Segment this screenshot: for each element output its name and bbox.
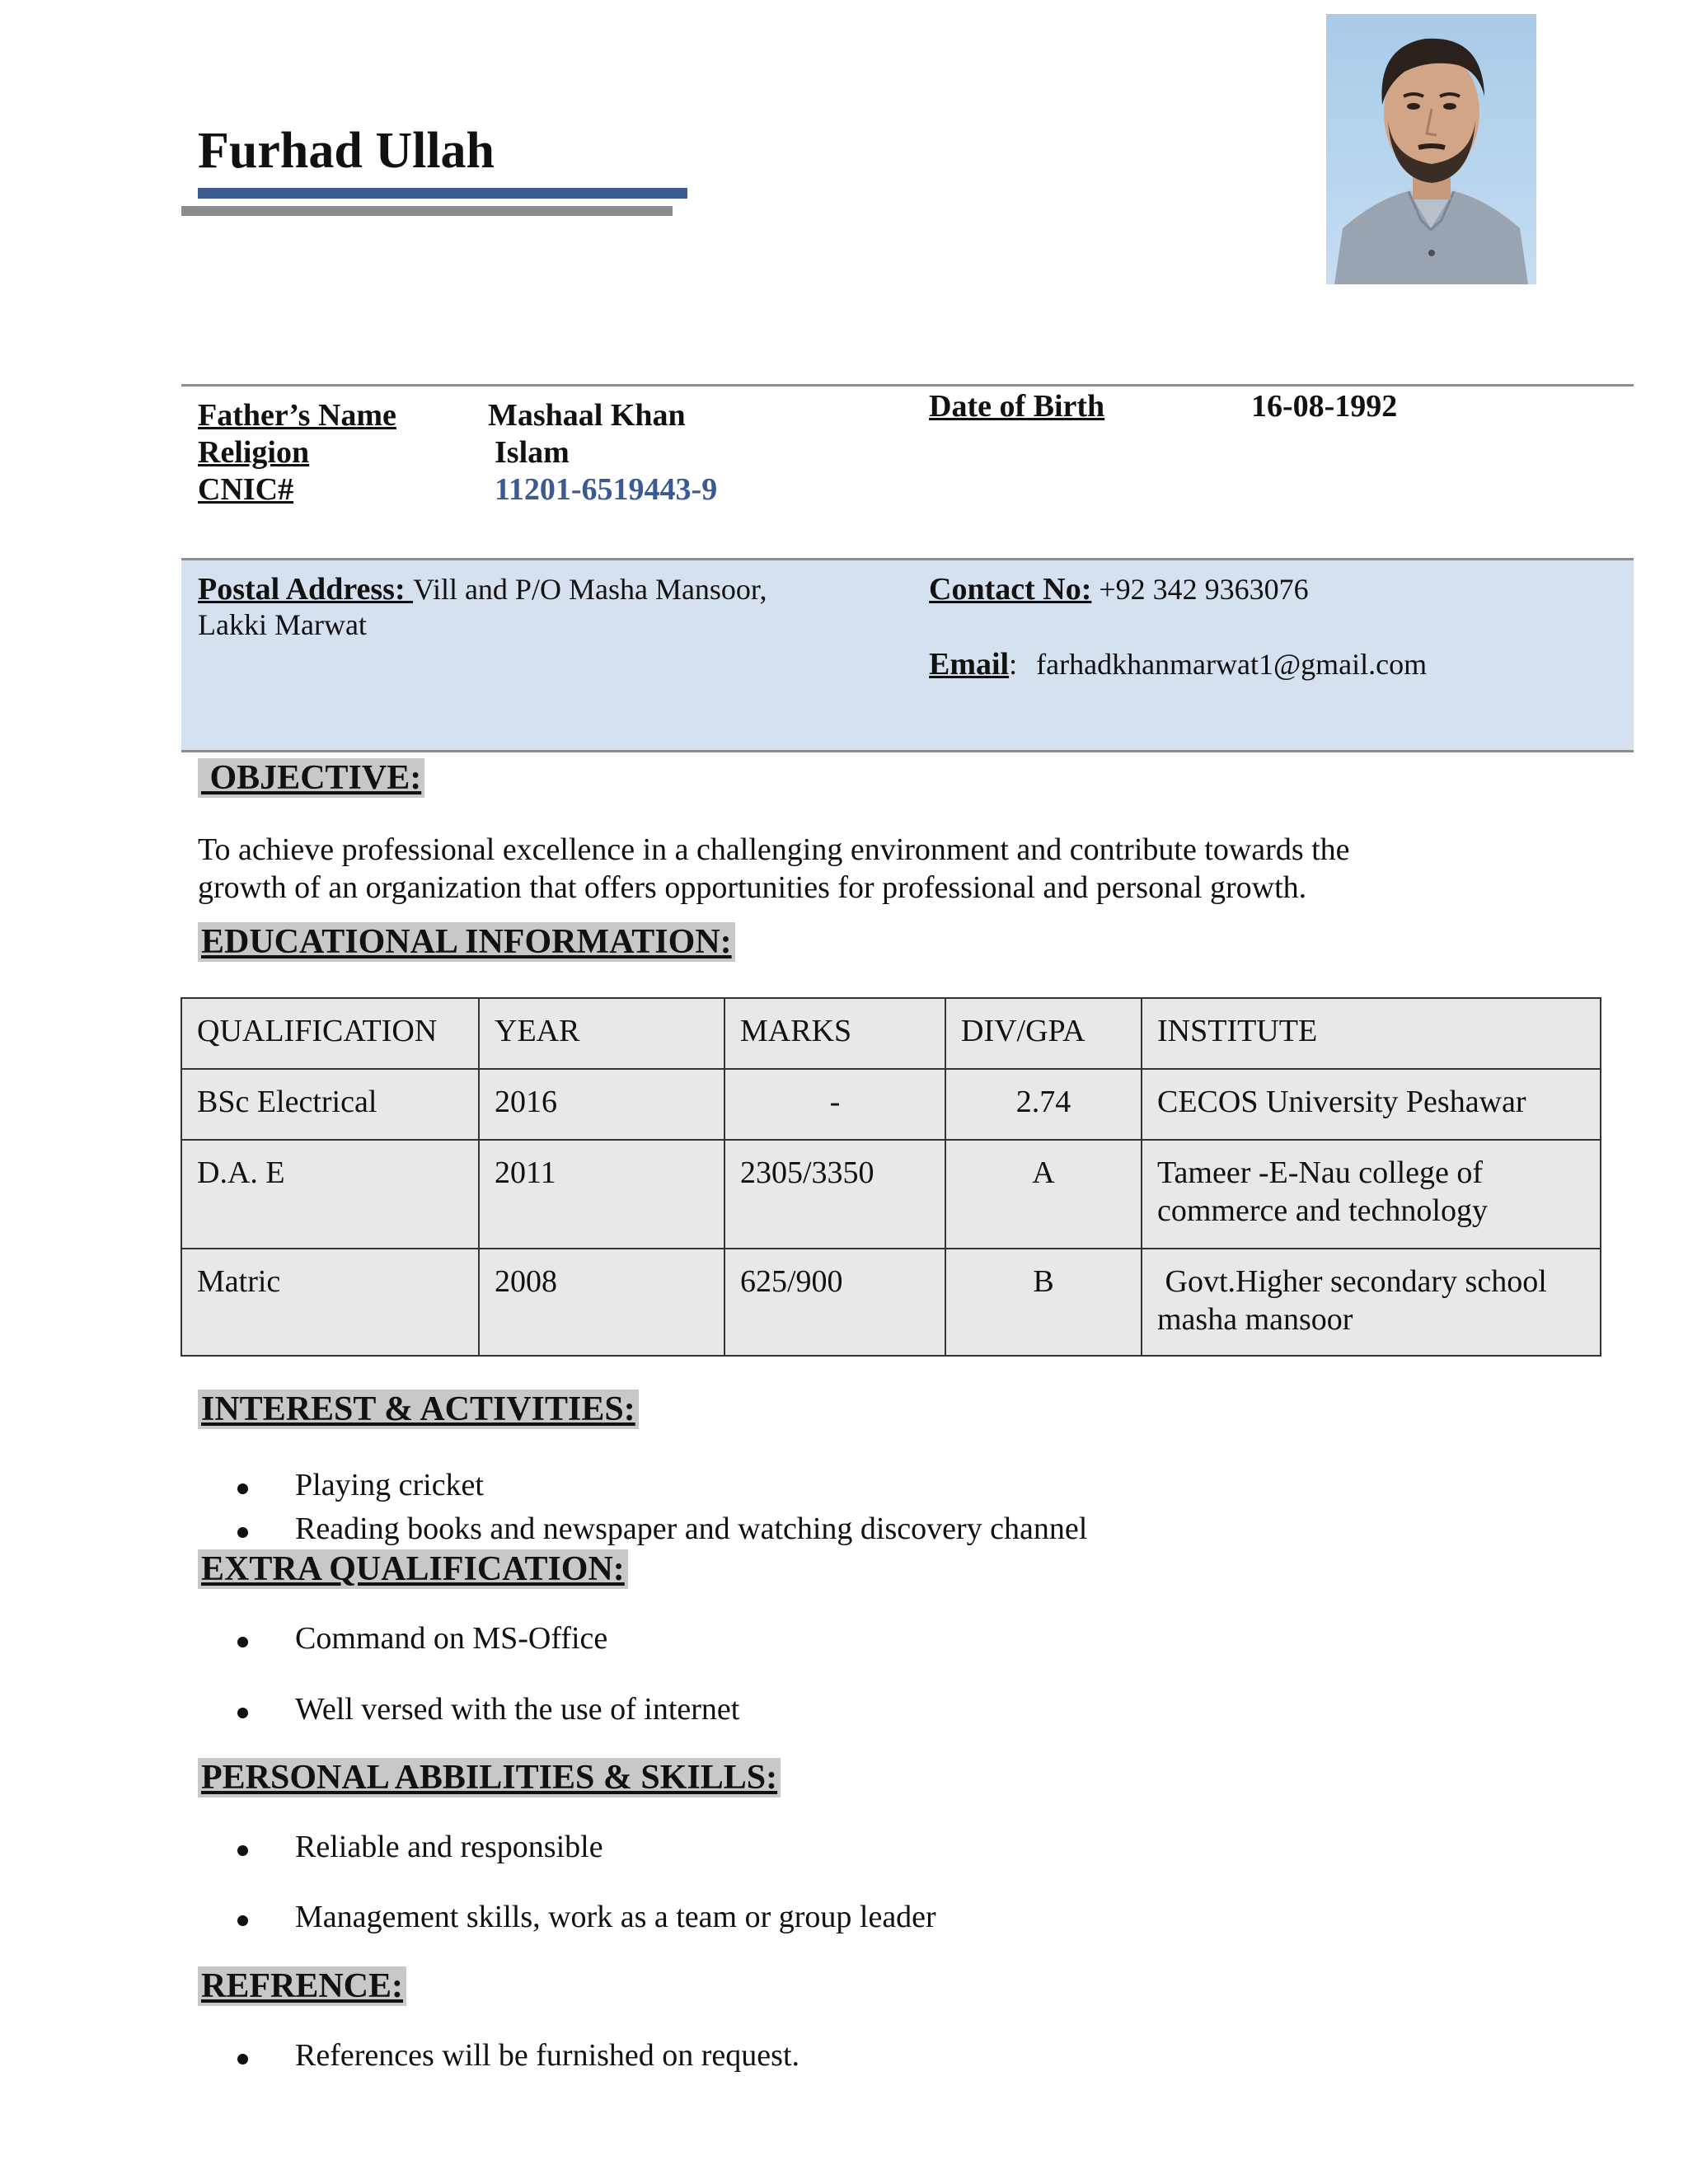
- table-cell: A: [945, 1140, 1142, 1249]
- table-cell: CECOS University Peshawar: [1142, 1069, 1601, 1140]
- contact-number: [929, 571, 1309, 607]
- table-row: [181, 1140, 1601, 1249]
- cnic-value: 11201-6519443-9: [495, 472, 718, 507]
- objective-line-2: growth of an organization that offers opportunities for professional and personal growth.: [198, 870, 1307, 905]
- bullet-icon: [237, 1845, 248, 1856]
- table-cell: 2.74: [945, 1069, 1142, 1140]
- bullet-icon: [237, 1708, 248, 1718]
- column-header: MARKS: [724, 998, 945, 1069]
- name-underline-gray: [181, 206, 673, 216]
- postal-address-line1: Vill and P/O Masha Mansoor,: [413, 573, 767, 606]
- reference-heading: REFRENCE:: [198, 1966, 406, 2006]
- table-cell: Govt.Higher secondary school masha mansoor: [1142, 1249, 1601, 1356]
- column-header: QUALIFICATION: [181, 998, 479, 1069]
- extra-qualification-heading: EXTRA QUALIFICATION:: [198, 1549, 628, 1589]
- contact-number-value: +92 342 9363076: [1099, 573, 1309, 606]
- education-heading: EDUCATIONAL INFORMATION:: [198, 922, 735, 962]
- table-cell: 2016: [479, 1069, 724, 1140]
- column-header: YEAR: [479, 998, 724, 1069]
- personal-info-rule: [181, 384, 1634, 387]
- postal-address-line2: Lakki Marwat: [198, 608, 367, 641]
- email-separator: :: [1009, 648, 1018, 681]
- table-cell: D.A. E: [181, 1140, 479, 1249]
- religion-value: Islam: [495, 435, 570, 470]
- objective-heading: OBJECTIVE:: [198, 758, 424, 798]
- email-value[interactable]: farhadkhanmarwat1@gmail.com: [1036, 648, 1428, 681]
- objective-text: [198, 831, 1615, 907]
- table-cell: 2008: [479, 1249, 724, 1356]
- interests-heading: INTEREST & ACTIVITIES:: [198, 1390, 639, 1429]
- table-cell: 625/900: [724, 1249, 945, 1356]
- bullet-icon: [237, 2054, 248, 2064]
- table-header-row: [181, 998, 1601, 1069]
- bullet-icon: [237, 1915, 248, 1926]
- dob-value: 16-08-1992: [1251, 389, 1398, 424]
- table-row: [181, 1069, 1601, 1140]
- dob-label: Date of Birth: [929, 389, 1105, 424]
- postal-address-label: Postal Address:: [198, 572, 414, 607]
- contact-number-label: Contact No:: [929, 572, 1092, 607]
- father-name-label: Father’s Name: [198, 398, 396, 433]
- objective-line-1: To achieve professional excellence in a challenging environment and contribute towards the: [198, 832, 1350, 867]
- email-label: Email: [929, 647, 1010, 682]
- postal-address: [198, 571, 767, 607]
- table-cell: B: [945, 1249, 1142, 1356]
- table-cell: BSc Electrical: [181, 1069, 479, 1140]
- table-cell: Tameer -E-Nau college of commerce and technology: [1142, 1140, 1601, 1249]
- email: [929, 646, 1427, 682]
- religion-label: Religion: [198, 435, 310, 470]
- bullet-icon: [237, 1527, 248, 1538]
- bullet-icon: [237, 1637, 248, 1647]
- skills-heading: PERSONAL ABBILITIES & SKILLS:: [198, 1758, 781, 1797]
- column-header: INSTITUTE: [1142, 998, 1601, 1069]
- table-row: [181, 1249, 1601, 1356]
- table-cell: 2011: [479, 1140, 724, 1249]
- column-header: DIV/GPA: [945, 998, 1142, 1069]
- education-table: [181, 997, 1601, 1357]
- cnic-label: CNIC#: [198, 472, 294, 507]
- table-cell: Matric: [181, 1249, 479, 1356]
- bullet-icon: [237, 1483, 248, 1494]
- father-name-value: Mashaal Khan: [488, 398, 686, 433]
- profile-photo: [1326, 14, 1536, 284]
- table-cell: 2305/3350: [724, 1140, 945, 1249]
- candidate-name: Furhad Ullah: [198, 123, 495, 179]
- name-underline-blue: [198, 188, 687, 199]
- table-cell: -: [724, 1069, 945, 1140]
